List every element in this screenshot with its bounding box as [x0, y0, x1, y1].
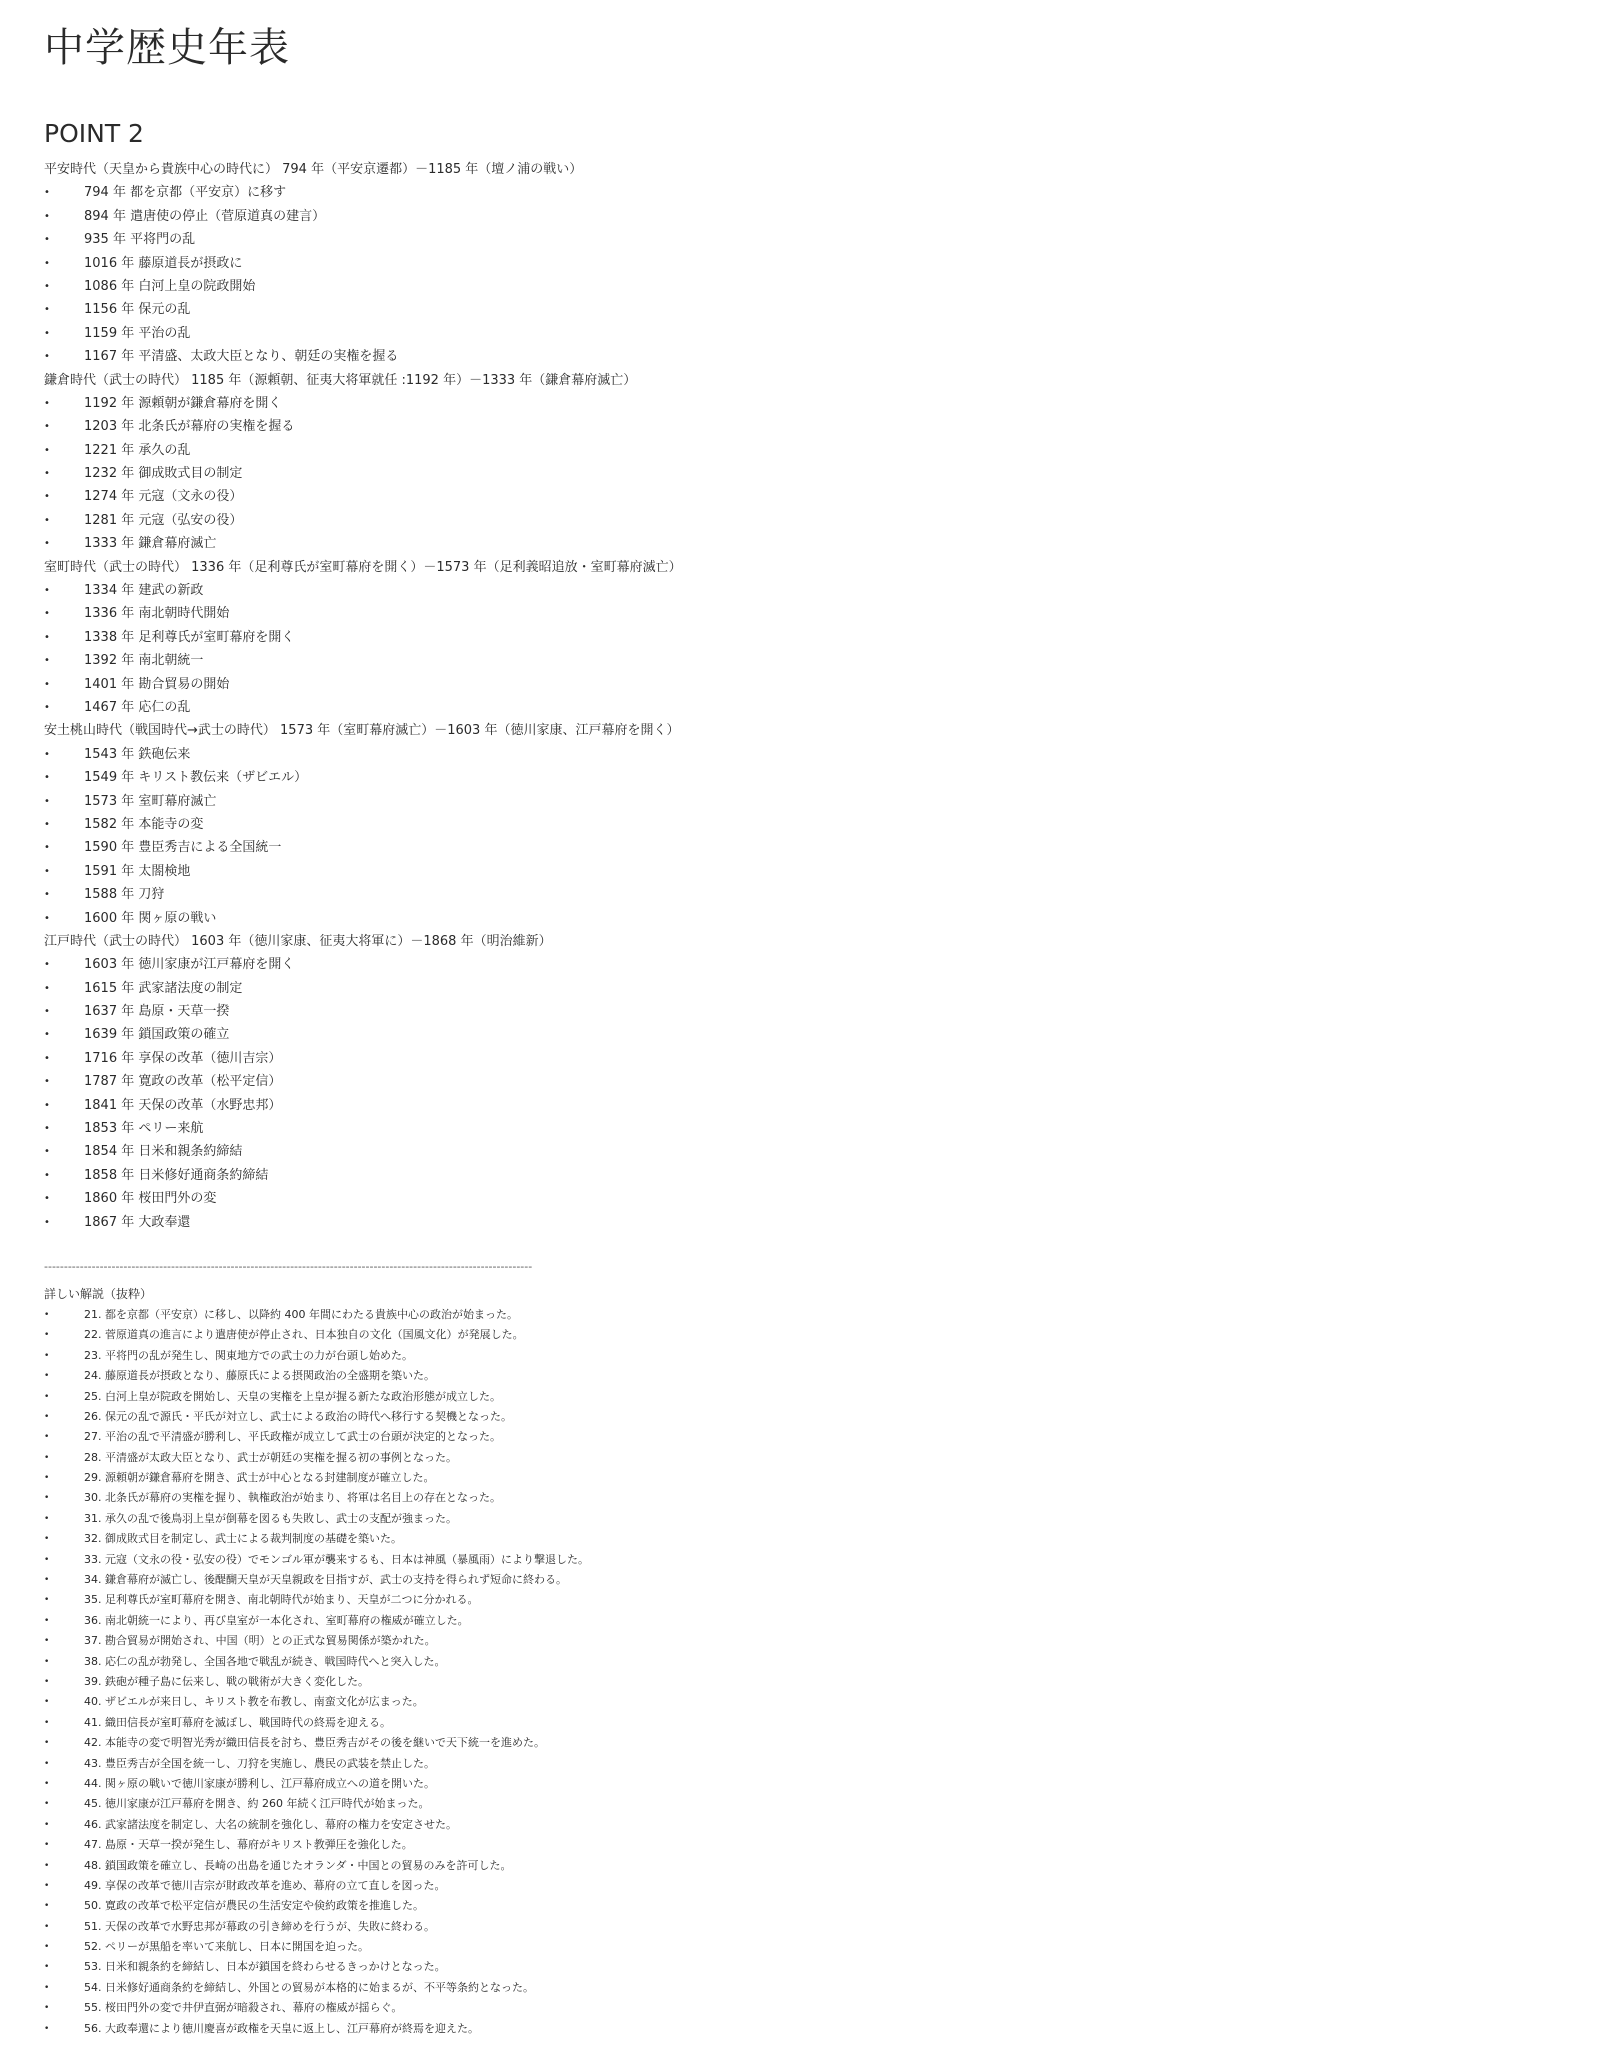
commentary-text: 50. 寛政の改革で松平定信が農民の生活安定や倹約政策を推進した。 — [84, 1899, 424, 1913]
event-text: 1192 年 源頼朝が鎌倉幕府を開く — [84, 395, 282, 411]
bullet-icon: • — [44, 1840, 50, 1851]
event-text: 1232 年 御成敗式目の制定 — [84, 466, 243, 482]
commentary-item — [44, 1570, 1544, 1590]
commentary-text: 54. 日米修好通商条約を締結し、外国との貿易が本格的に始まるが、不平等条約となった。 — [84, 1980, 534, 1994]
bullet-icon: • — [44, 1738, 50, 1749]
event-item — [44, 1094, 1544, 1117]
bullet-icon: • — [44, 585, 50, 597]
bullet-icon: • — [44, 1099, 50, 1111]
event-item — [44, 1187, 1544, 1210]
commentary-item — [44, 1305, 1544, 1325]
section-divider: --------------------------------------------------------------------------------------------------------------------------- — [44, 1259, 533, 1273]
bullet-icon: • — [44, 1575, 50, 1586]
bullet-icon: • — [44, 1193, 50, 1205]
commentary-item — [44, 1978, 1544, 1998]
commentary-item — [44, 1590, 1544, 1610]
bullet-icon: • — [44, 421, 50, 433]
event-item — [44, 252, 1544, 275]
commentary-text: 41. 織田信長が室町幕府を滅ぼし、戦国時代の終焉を迎える。 — [84, 1715, 391, 1729]
bullet-icon: • — [44, 1758, 50, 1769]
event-item — [44, 462, 1544, 485]
commentary-item — [44, 1550, 1544, 1570]
bullet-icon: • — [44, 1052, 50, 1064]
event-text: 1853 年 ペリー来航 — [84, 1121, 204, 1137]
bullet-icon: • — [44, 1819, 50, 1830]
bullet-icon: • — [44, 1636, 50, 1647]
bullet-icon: • — [44, 1554, 50, 1565]
commentary-item — [44, 1468, 1544, 1488]
bullet-icon: • — [44, 327, 50, 339]
commentary-item — [44, 1631, 1544, 1651]
bullet-icon: • — [44, 842, 50, 854]
commentary-text: 51. 天保の改革で水野忠邦が幕政の引き締めを行うが、失敗に終わる。 — [84, 1919, 435, 1933]
bullet-icon: • — [44, 1615, 50, 1626]
bullet-icon: • — [44, 1513, 50, 1524]
event-text: 1016 年 藤原道長が摂政に — [84, 255, 243, 271]
period-event-list — [44, 743, 1544, 930]
timeline — [44, 158, 1544, 1234]
event-item — [44, 696, 1544, 719]
commentary-text: 46. 武家諸法度を制定し、大名の統制を強化し、幕府の権力を安定させた。 — [84, 1817, 457, 1831]
commentary-text: 25. 白河上皇が院政を開始し、天皇の実権を上皇が握る新たな政治形態が成立した。 — [84, 1389, 501, 1403]
period-event-list — [44, 579, 1544, 719]
event-text: 1615 年 武家諸法度の制定 — [84, 980, 243, 996]
event-text: 1858 年 日米修好通商条約締結 — [84, 1167, 269, 1183]
bullet-icon: • — [44, 748, 50, 760]
commentary-text: 29. 源頼朝が鎌倉幕府を開き、武士が中心となる封建制度が確立した。 — [84, 1471, 435, 1485]
bullet-icon: • — [44, 1350, 50, 1361]
bullet-icon: • — [44, 1146, 50, 1158]
period-event-list — [44, 392, 1544, 556]
event-text: 1637 年 島原・天草一揆 — [84, 1004, 230, 1020]
event-text: 1221 年 承久の乱 — [84, 442, 191, 458]
period-event-list — [44, 953, 1544, 1234]
commentary-text: 53. 日米和親条約を締結し、日本が鎖国を終わらせるきっかけとなった。 — [84, 1960, 446, 1974]
commentary-item — [44, 1754, 1544, 1774]
commentary-text: 47. 島原・天草一揆が発生し、幕府がキリスト教弾圧を強化した。 — [84, 1838, 413, 1852]
period-header: 安土桃山時代（戦国時代→武士の時代） 1573 年（室町幕府滅亡）－1603 年（徳川家康、江戸幕府を開く） — [44, 723, 680, 739]
event-item — [44, 345, 1544, 368]
commentary-item — [44, 1509, 1544, 1529]
bullet-icon: • — [44, 608, 50, 620]
bullet-icon: • — [44, 1330, 50, 1341]
bullet-icon: • — [44, 889, 50, 901]
bullet-icon: • — [44, 1921, 50, 1932]
event-text: 1582 年 本能寺の変 — [84, 816, 204, 832]
commentary-text: 49. 享保の改革で徳川吉宗が財政改革を進め、幕府の立て直しを図った。 — [84, 1878, 446, 1892]
bullet-icon: • — [44, 1169, 50, 1181]
bullet-icon: • — [44, 1860, 50, 1871]
commentary-item — [44, 1611, 1544, 1631]
commentary-text: 36. 南北朝統一により、再び皇室が一本化され、室町幕府の権威が確立した。 — [84, 1613, 469, 1627]
commentary-item — [44, 1774, 1544, 1794]
bullet-icon: • — [44, 1432, 50, 1443]
bullet-icon: • — [44, 514, 50, 526]
bullet-icon: • — [44, 912, 50, 924]
commentary-text: 42. 本能寺の変で明智光秀が織田信長を討ち、豊臣秀吉がその後を継いで天下統一を進めた。 — [84, 1736, 545, 1750]
event-text: 794 年 都を京都（平安京）に移す — [84, 185, 287, 201]
commentary-item — [44, 1448, 1544, 1468]
bullet-icon: • — [44, 1309, 50, 1320]
commentary-item — [44, 1346, 1544, 1366]
event-item — [44, 1117, 1544, 1140]
event-text: 1603 年 徳川家康が江戸幕府を開く — [84, 957, 295, 973]
event-item — [44, 392, 1544, 415]
commentary-item — [44, 1325, 1544, 1345]
event-text: 1086 年 白河上皇の院政開始 — [84, 278, 256, 294]
bullet-icon: • — [44, 351, 50, 363]
bullet-icon: • — [44, 1697, 50, 1708]
event-text: 1549 年 キリスト教伝来（ザビエル） — [84, 770, 308, 786]
commentary-item — [44, 1937, 1544, 1957]
event-item — [44, 766, 1544, 789]
event-text: 1787 年 寛政の改革（松平定信） — [84, 1074, 282, 1090]
commentary-text: 48. 鎖国政策を確立し、長崎の出島を通じたオランダ・中国との貿易のみを許可した。 — [84, 1858, 512, 1872]
bullet-icon: • — [44, 631, 50, 643]
bullet-icon: • — [44, 1942, 50, 1953]
point-heading: POINT 2 — [44, 119, 144, 148]
bullet-icon: • — [44, 1006, 50, 1018]
bullet-icon: • — [44, 491, 50, 503]
event-text: 1392 年 南北朝統一 — [84, 653, 204, 669]
commentary-text: 24. 藤原道長が摂政となり、藤原氏による摂関政治の全盛期を築いた。 — [84, 1369, 435, 1383]
event-item — [44, 485, 1544, 508]
bullet-icon: • — [44, 655, 50, 667]
commentary-item — [44, 1713, 1544, 1733]
event-item — [44, 860, 1544, 883]
commentary-heading: 詳しい解説（抜粋） — [44, 1286, 153, 1301]
bullet-icon: • — [44, 1717, 50, 1728]
document-title: 中学歴史年表 — [44, 25, 290, 71]
bullet-icon: • — [44, 1595, 50, 1606]
event-text: 1159 年 平治の乱 — [84, 325, 191, 341]
event-text: 1203 年 北条氏が幕府の実権を握る — [84, 419, 295, 435]
bullet-icon: • — [44, 1799, 50, 1810]
event-text: 1338 年 足利尊氏が室町幕府を開く — [84, 629, 295, 645]
bullet-icon: • — [44, 1534, 50, 1545]
bullet-icon: • — [44, 865, 50, 877]
event-item — [44, 836, 1544, 859]
commentary-text: 30. 北条氏が幕府の実権を握り、執権政治が始まり、将軍は名目上の存在となった。 — [84, 1491, 501, 1505]
bullet-icon: • — [44, 280, 50, 292]
bullet-icon: • — [44, 2003, 50, 2014]
bullet-icon: • — [44, 818, 50, 830]
commentary-item — [44, 1794, 1544, 1814]
commentary-list — [44, 1305, 1544, 2039]
event-text: 894 年 遣唐使の停止（菅原道真の建言） — [84, 208, 326, 224]
period-header: 室町時代（武士の時代） 1336 年（足利尊氏が室町幕府を開く）－1573 年（足利義昭追放・室町幕府滅亡） — [44, 559, 682, 575]
commentary-text: 32. 御成敗式目を制定し、武士による裁判制度の基礎を築いた。 — [84, 1532, 402, 1546]
event-item — [44, 790, 1544, 813]
commentary-item — [44, 1387, 1544, 1407]
bullet-icon: • — [44, 187, 50, 199]
event-text: 1867 年 大政奉還 — [84, 1214, 191, 1230]
commentary-text: 26. 保元の乱で源氏・平氏が対立し、武士による政治の時代へ移行する契機となった。 — [84, 1409, 512, 1423]
bullet-icon: • — [44, 304, 50, 316]
bullet-icon: • — [44, 982, 50, 994]
event-item — [44, 298, 1544, 321]
commentary-item — [44, 1366, 1544, 1386]
commentary-item — [44, 1896, 1544, 1916]
event-item — [44, 883, 1544, 906]
bullet-icon: • — [44, 257, 50, 269]
bullet-icon: • — [44, 772, 50, 784]
bullet-icon: • — [44, 1452, 50, 1463]
commentary-text: 52. ペリーが黒船を率いて来航し、日本に開国を迫った。 — [84, 1940, 369, 1954]
event-text: 1467 年 応仁の乱 — [84, 699, 191, 715]
event-text: 1588 年 刀狩 — [84, 887, 165, 903]
commentary-text: 27. 平治の乱で平清盛が勝利し、平氏政権が成立して武士の台頭が決定的となった。 — [84, 1430, 501, 1444]
commentary-text: 21. 都を京都（平安京）に移し、以降約 400 年間にわたる貴族中心の政治が始まった。 — [84, 1307, 518, 1321]
event-item — [44, 602, 1544, 625]
event-item — [44, 743, 1544, 766]
event-text: 1281 年 元寇（弘安の役） — [84, 512, 243, 528]
bullet-icon: • — [44, 1391, 50, 1402]
bullet-icon: • — [44, 1778, 50, 1789]
commentary-item — [44, 1692, 1544, 1712]
commentary-item — [44, 1733, 1544, 1753]
event-item — [44, 579, 1544, 602]
event-item — [44, 509, 1544, 532]
bullet-icon: • — [44, 959, 50, 971]
event-item — [44, 1047, 1544, 1070]
bullet-icon: • — [44, 1411, 50, 1422]
bullet-icon: • — [44, 538, 50, 550]
commentary-item — [44, 1957, 1544, 1977]
commentary-text: 37. 勘合貿易が開始され、中国（明）との正式な貿易関係が築かれた。 — [84, 1634, 436, 1648]
bullet-icon: • — [44, 1962, 50, 1973]
event-text: 1573 年 室町幕府滅亡 — [84, 793, 217, 809]
event-text: 1639 年 鎖国政策の確立 — [84, 1027, 230, 1043]
event-text: 1336 年 南北朝時代開始 — [84, 606, 230, 622]
bullet-icon: • — [44, 1982, 50, 1993]
bullet-icon: • — [44, 1216, 50, 1228]
event-item — [44, 673, 1544, 696]
commentary-item — [44, 1652, 1544, 1672]
event-text: 1716 年 享保の改革（徳川吉宗） — [84, 1050, 282, 1066]
event-text: 1590 年 豊臣秀吉による全国統一 — [84, 840, 282, 856]
commentary-text: 28. 平清盛が太政大臣となり、武士が朝廷の実権を握る初の事例となった。 — [84, 1450, 457, 1464]
commentary-text: 55. 桜田門外の変で井伊直弼が暗殺され、幕府の権威が揺らぐ。 — [84, 2001, 403, 2015]
event-text: 1333 年 鎌倉幕府滅亡 — [84, 536, 217, 552]
document-page — [44, 22, 1544, 2039]
event-text: 1591 年 太閤検地 — [84, 863, 191, 879]
event-item — [44, 181, 1544, 204]
bullet-icon: • — [44, 1076, 50, 1088]
event-text: 1860 年 桜田門外の変 — [84, 1191, 217, 1207]
event-text: 1543 年 鉄砲伝来 — [84, 746, 191, 762]
event-item — [44, 813, 1544, 836]
period-event-list — [44, 181, 1544, 368]
period-header: 江戸時代（武士の時代） 1603 年（徳川家康、征夷大将軍に）－1868 年（明治維新） — [44, 933, 552, 949]
commentary-text: 43. 豊臣秀吉が全国を統一し、刀狩を実施し、農民の武装を禁止した。 — [84, 1756, 435, 1770]
commentary-item — [44, 1917, 1544, 1937]
commentary-text: 44. 関ヶ原の戦いで徳川家康が勝利し、江戸幕府成立への道を開いた。 — [84, 1776, 435, 1790]
commentary-item — [44, 1427, 1544, 1447]
bullet-icon: • — [44, 444, 50, 456]
commentary-text: 40. ザビエルが来日し、キリスト教を布教し、南蛮文化が広まった。 — [84, 1695, 424, 1709]
event-text: 1167 年 平清盛、太政大臣となり、朝廷の実権を握る — [84, 349, 399, 365]
event-item — [44, 1164, 1544, 1187]
event-item — [44, 415, 1544, 438]
event-text: 1334 年 建武の新政 — [84, 583, 204, 599]
event-item — [44, 228, 1544, 251]
commentary-item — [44, 1407, 1544, 1427]
bullet-icon: • — [44, 1473, 50, 1484]
commentary-text: 34. 鎌倉幕府が滅亡し、後醍醐天皇が天皇親政を目指すが、武士の支持を得られず短命に終わる。 — [84, 1573, 567, 1587]
commentary-text: 38. 応仁の乱が勃発し、全国各地で戦乱が続き、戦国時代へと突入した。 — [84, 1654, 446, 1668]
event-item — [44, 1070, 1544, 1093]
bullet-icon: • — [44, 1677, 50, 1687]
commentary-item — [44, 1835, 1544, 1855]
event-item — [44, 1000, 1544, 1023]
event-item — [44, 1023, 1544, 1046]
event-text: 1156 年 保元の乱 — [84, 302, 191, 318]
event-text: 1841 年 天保の改革（水野忠邦） — [84, 1097, 282, 1113]
bullet-icon: • — [44, 468, 50, 480]
event-item — [44, 1140, 1544, 1163]
commentary-text: 35. 足利尊氏が室町幕府を開き、南北朝時代が始まり、天皇が二つに分かれる。 — [84, 1593, 479, 1607]
bullet-icon: • — [44, 234, 50, 246]
event-item — [44, 649, 1544, 672]
bullet-icon: • — [44, 1493, 50, 1504]
event-item — [44, 439, 1544, 462]
commentary-item — [44, 1856, 1544, 1876]
commentary-text: 31. 承久の乱で後鳥羽上皇が倒幕を図るも失敗し、武士の支配が強まった。 — [84, 1511, 457, 1525]
event-item — [44, 205, 1544, 228]
commentary-text: 33. 元寇（文永の役・弘安の役）でモンゴル軍が襲来するも、日本は神風（暴風雨）により撃退した。 — [84, 1552, 589, 1566]
bullet-icon: • — [44, 1656, 50, 1667]
bullet-icon: • — [44, 1880, 50, 1891]
event-item — [44, 275, 1544, 298]
event-item — [44, 907, 1544, 930]
event-text: 1401 年 勘合貿易の開始 — [84, 676, 230, 692]
bullet-icon: • — [44, 1123, 50, 1135]
bullet-icon: • — [44, 1029, 50, 1041]
bullet-icon: • — [44, 678, 50, 690]
bullet-icon: • — [44, 701, 50, 713]
commentary-item — [44, 1488, 1544, 1508]
commentary-item — [44, 1529, 1544, 1549]
commentary-text: 23. 平将門の乱が発生し、関東地方での武士の力が台頭し始めた。 — [84, 1348, 413, 1362]
commentary-item — [44, 2019, 1544, 2039]
bullet-icon: • — [44, 397, 50, 409]
commentary-text: 56. 大政奉還により徳川慶喜が政権を天皇に返上し、江戸幕府が終焉を迎えた。 — [84, 2021, 479, 2035]
event-item — [44, 532, 1544, 555]
commentary-item — [44, 1876, 1544, 1896]
event-item — [44, 322, 1544, 345]
bullet-icon: • — [44, 1901, 50, 1912]
commentary-item — [44, 1815, 1544, 1835]
period-header: 鎌倉時代（武士の時代） 1185 年（源頼朝、征夷大将軍就任 :1192 年）－1333 年（鎌倉幕府滅亡） — [44, 372, 637, 388]
commentary-item — [44, 1672, 1544, 1692]
commentary-text: 45. 徳川家康が江戸幕府を開き、約 260 年続く江戸時代が始まった。 — [84, 1797, 430, 1811]
commentary-item — [44, 1998, 1544, 2018]
bullet-icon: • — [44, 1371, 50, 1382]
event-item — [44, 977, 1544, 1000]
commentary-text: 22. 菅原道真の進言により遣唐使が停止され、日本独自の文化（国風文化）が発展した。 — [84, 1328, 524, 1342]
period-header: 平安時代（天皇から貴族中心の時代に） 794 年（平安京遷都）－1185 年（壇ノ浦の戦い） — [44, 162, 583, 177]
event-text: 1854 年 日米和親条約締結 — [84, 1144, 243, 1160]
commentary-text: 39. 鉄砲が種子島に伝来し、戦の戦術が大きく変化した。 — [84, 1675, 369, 1688]
event-item — [44, 953, 1544, 976]
event-item — [44, 626, 1544, 649]
event-text: 935 年 平将門の乱 — [84, 232, 196, 248]
event-text: 1600 年 関ヶ原の戦い — [84, 910, 217, 926]
bullet-icon: • — [44, 2023, 50, 2034]
event-item — [44, 1211, 1544, 1234]
event-text: 1274 年 元寇（文永の役） — [84, 489, 243, 505]
bullet-icon: • — [44, 210, 50, 222]
bullet-icon: • — [44, 795, 50, 807]
